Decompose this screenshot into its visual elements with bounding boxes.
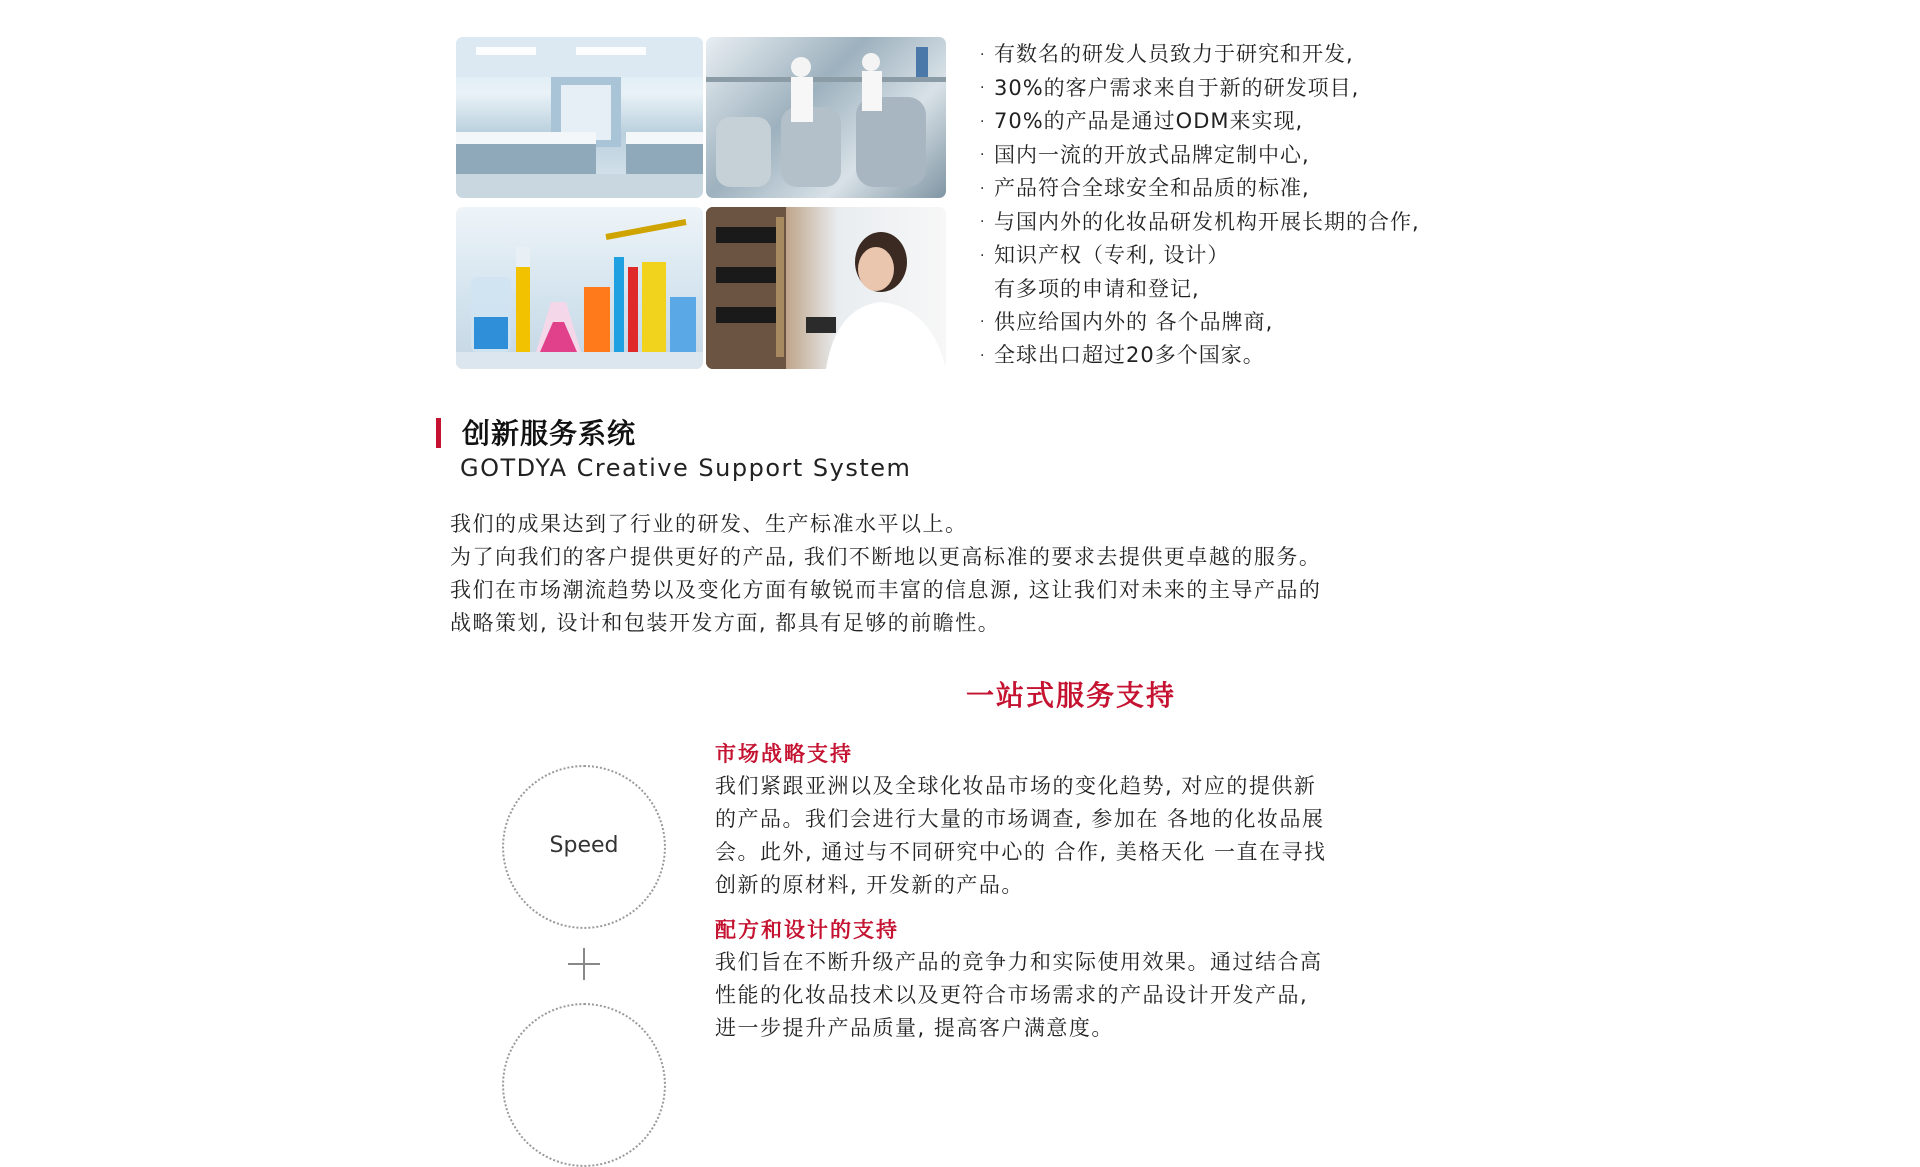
intro-line: 为了向我们的客户提供更好的产品, 我们不断地以更高标准的要求去提供更卓越的服务。: [450, 545, 1322, 569]
bullet-marker: ·: [980, 147, 986, 163]
bullet-marker: ·: [980, 214, 986, 230]
intro-line: 我们的成果达到了行业的研发、生产标准水平以上。: [450, 512, 968, 536]
section-title: 创新服务系统: [462, 417, 637, 450]
bullet-marker: ·: [980, 314, 986, 330]
intro-paragraph: [450, 508, 1321, 640]
speed-label: Speed: [549, 833, 619, 858]
list-item: · 全球出口超过20多个国家。: [980, 339, 1420, 373]
list-item: · 知识产权（专利, 设计）: [980, 239, 1420, 273]
speed-circle: [502, 765, 666, 929]
scientist-photo: [706, 207, 946, 369]
list-item: · 与国内外的化妆品研发机构开展长期的合作,: [980, 206, 1420, 240]
feature-list: [980, 38, 1420, 373]
service-line: 的产品。我们会进行大量的市场调查, 参加在 各地的化妆品展: [715, 807, 1325, 831]
bullet-marker: ·: [980, 113, 986, 130]
service-line: 进一步提升产品质量, 提高客户满意度。: [715, 1016, 1114, 1040]
service-line: 会。此外, 通过与不同研究中心的 合作, 美格天化 一直在寻找: [715, 840, 1327, 864]
bullet-marker: ·: [980, 247, 986, 264]
list-item: · 有数名的研发人员致力于研究和开发,: [980, 38, 1420, 72]
list-item: · 70%的产品是通过ODM来实现,: [980, 105, 1420, 139]
steel-tanks-photo: [706, 37, 946, 198]
service-line: 性能的化妆品技术以及更符合市场需求的产品设计开发产品,: [715, 983, 1309, 1007]
onestop-title: 一站式服务支持: [966, 679, 1177, 712]
service-title-formula: 配方和设计的支持: [715, 918, 899, 942]
service-body-market: [715, 770, 1327, 902]
plus-icon: [568, 948, 600, 980]
list-item: · 产品符合全球安全和品质的标准,: [980, 172, 1420, 206]
glassware-photo: [456, 207, 703, 369]
section-accent-bar: [436, 418, 441, 448]
bullet-marker: ·: [980, 347, 986, 364]
list-item: · 30%的客户需求来自于新的研发项目,: [980, 72, 1420, 106]
bullet-marker: ·: [980, 80, 986, 96]
bullet-marker: ·: [980, 46, 986, 63]
service-line: 创新的原材料, 开发新的产品。: [715, 873, 1024, 897]
section-subtitle: GOTDYA Creative Support System: [460, 454, 912, 482]
next-circle: [502, 1003, 666, 1167]
list-item: · 国内一流的开放式品牌定制中心,: [980, 139, 1420, 173]
intro-line: 我们在市场潮流趋势以及变化方面有敏锐而丰富的信息源, 这让我们对未来的主导产品的: [450, 578, 1322, 602]
service-line: 我们旨在不断升级产品的竞争力和实际使用效果。通过结合高: [715, 950, 1323, 974]
lab-room-photo: [456, 37, 703, 198]
list-item-continuation: 有多项的申请和登记,: [994, 276, 1200, 301]
service-body-formula: [715, 946, 1323, 1045]
service-line: 我们紧跟亚洲以及全球化妆品市场的变化趋势, 对应的提供新: [715, 774, 1317, 798]
intro-line: 战略策划, 设计和包装开发方面, 都具有足够的前瞻性。: [450, 611, 1001, 635]
service-title-market: 市场战略支持: [715, 742, 853, 766]
bullet-marker: ·: [980, 180, 986, 197]
list-item: · 供应给国内外的 各个品牌商,: [980, 306, 1420, 340]
